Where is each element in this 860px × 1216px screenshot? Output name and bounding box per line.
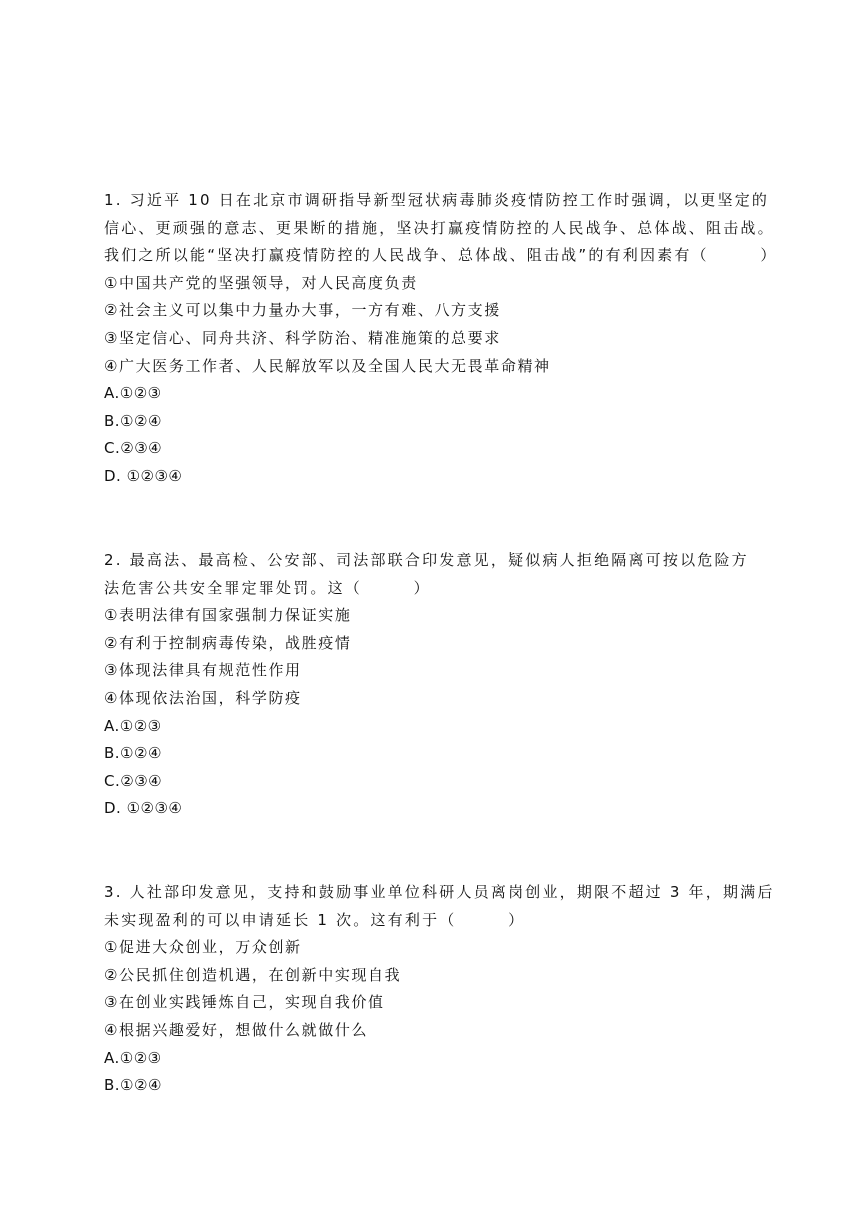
statement-option: ④体现依法治国，科学防疫	[104, 688, 302, 707]
answer-choice-d: D. ①②③④	[104, 466, 183, 485]
answer-choice-c: C.②③④	[104, 771, 163, 790]
answer-choice-a: A.①②③	[104, 384, 162, 403]
statement-option: ①中国共产党的坚强领导，对人民高度负责	[104, 273, 418, 292]
statement-option: ③体现法律具有规范性作用	[104, 661, 302, 680]
question-stem-line: 法危害公共安全罪定罪处罚。这（ ）	[104, 578, 431, 597]
answer-choice-b: B.①②④	[104, 411, 162, 430]
question-stem-line: 2. 最高法、最高检、公安部、司法部联合印发意见，疑似病人拒绝隔离可按以危险方	[104, 551, 749, 569]
statement-option: ②有利于控制病毒传染，战胜疫情	[104, 633, 352, 652]
statement-option: ④根据兴趣爱好，想做什么就做什么	[104, 1020, 369, 1039]
statement-option: ②社会主义可以集中力量办大事，一方有难、八方支援	[104, 301, 501, 320]
answer-choice-a: A.①②③	[104, 716, 162, 735]
answer-choice-b: B.①②④	[104, 744, 162, 763]
answer-choice-a: A.①②③	[104, 1048, 162, 1067]
statement-option: ①表明法律有国家强制力保证实施	[104, 606, 352, 625]
answer-choice-c: C.②③④	[104, 439, 163, 458]
answer-choice-d: D. ①②③④	[104, 799, 183, 818]
question-stem-line: 1. 习近平 10 日在北京市调研指导新型冠状病毒肺炎疫情防控工作时强调，以更坚定的	[104, 191, 770, 209]
question-3	[104, 879, 784, 1100]
answer-choice-b: B.①②④	[104, 1076, 162, 1095]
question-stem-line: 3. 人社部印发意见，支持和鼓励事业单位科研人员离岗创业，期限不超过 3 年，期满后	[104, 883, 775, 901]
statement-option: ③坚定信心、同舟共济、科学防治、精准施策的总要求	[104, 328, 501, 347]
question-stem-line: 我们之所以能“坚决打赢疫情防控的人民战争、总体战、阻击战”的有利因素有（ ）	[104, 246, 778, 265]
question-stem-line: 信心、更顽强的意志、更果断的措施，坚决打赢疫情防控的人民战争、总体战、阻击战。	[104, 218, 775, 237]
statement-option: ③在创业实践锤炼自己，实现自我价值	[104, 993, 385, 1012]
question-stem-line: 未实现盈利的可以申请延长 1 次。这有利于（ ）	[104, 910, 526, 929]
question-2	[104, 547, 784, 823]
question-1	[104, 187, 784, 491]
statement-option: ①促进大众创业，万众创新	[104, 938, 302, 957]
statement-option: ④广大医务工作者、人民解放军以及全国人民大无畏革命精神	[104, 356, 551, 375]
statement-option: ②公民抓住创造机遇，在创新中实现自我	[104, 965, 402, 984]
